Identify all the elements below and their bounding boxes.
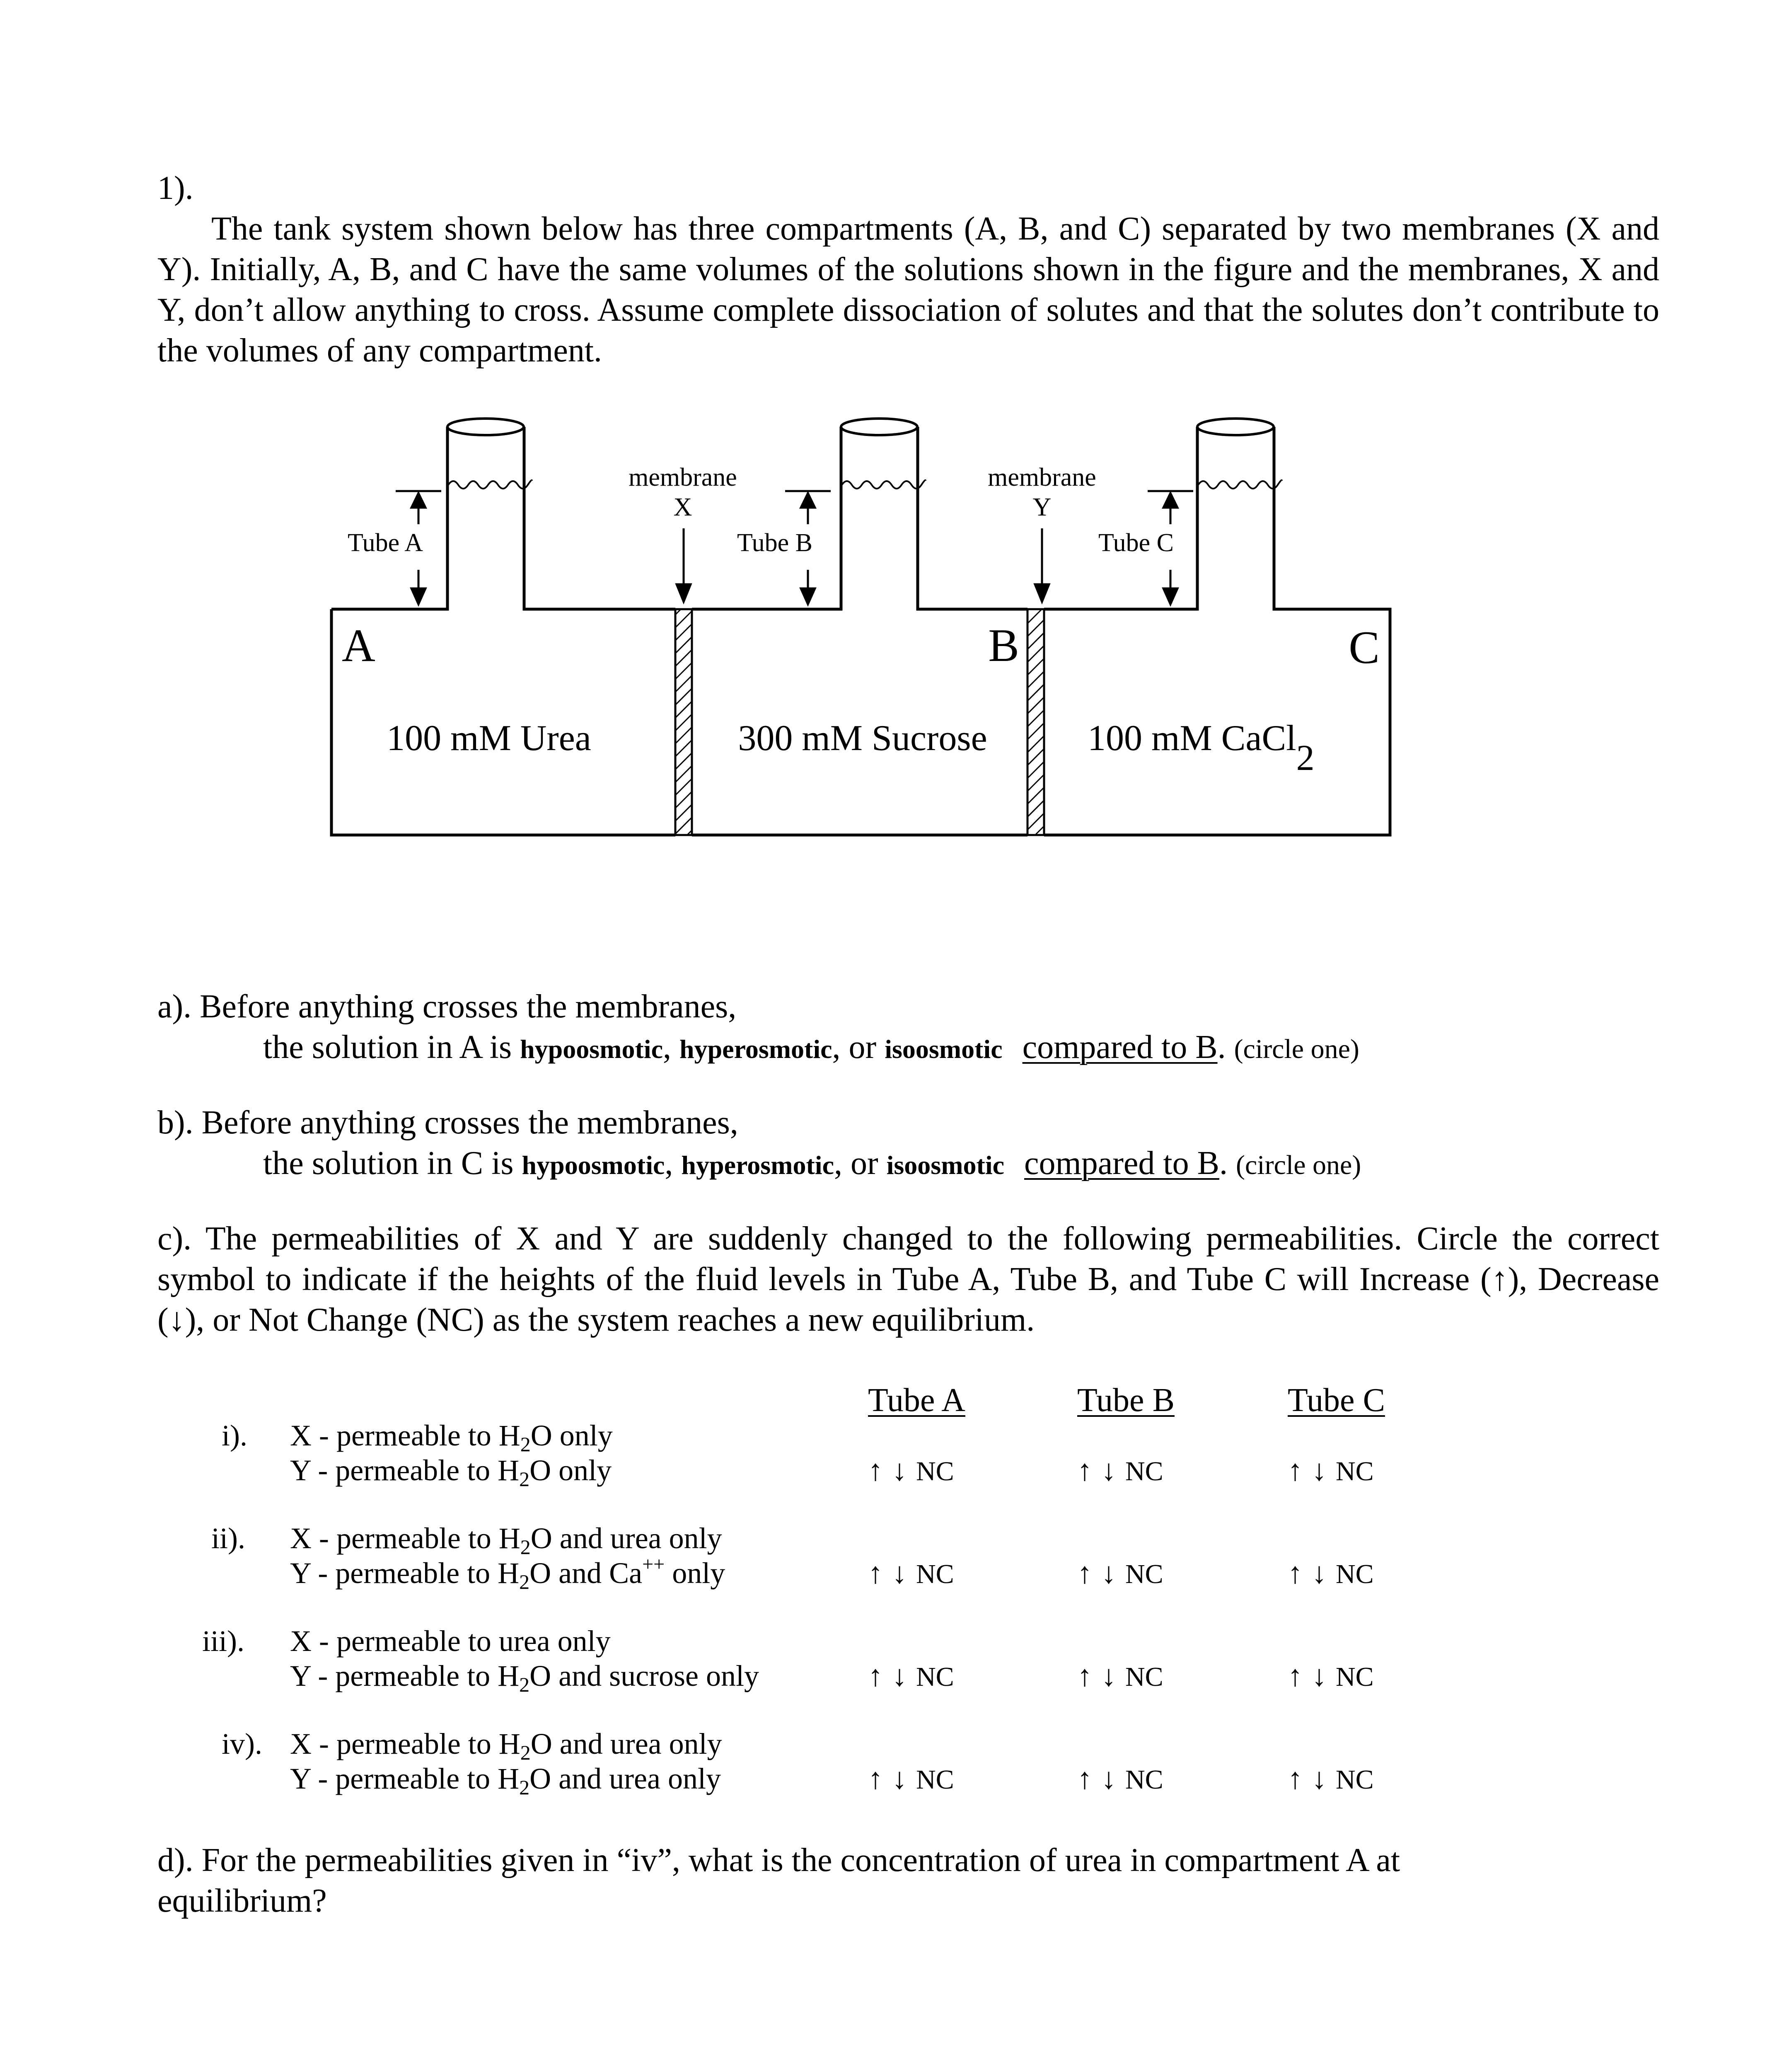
part-b-option-hypoosmotic[interactable]: hypoosmotic [522,1150,665,1180]
row-4-y-sub: 2 [519,1776,530,1799]
tube-b-top [841,419,917,435]
row-4-tube-c-nc[interactable]: NC [1336,1765,1374,1795]
solution-c-label [1088,718,1315,778]
row-2-tube-c-nc[interactable]: NC [1336,1559,1374,1589]
row-4-label: iv). [222,1727,262,1760]
row-1-y [290,1453,612,1491]
row-2-tube-a-nc[interactable]: NC [916,1559,954,1589]
row-4-tube-c-down[interactable]: ↓ [1312,1762,1327,1795]
part-a-instruction: (circle one) [1234,1034,1359,1064]
row-1-tube-a-down[interactable]: ↓ [892,1454,907,1487]
tube-c-fluid [1198,480,1282,489]
row-1-x-text: X - permeable to H [290,1419,520,1452]
row-3-x: X - permeable to urea only [290,1624,611,1658]
row-2-y-sup: ++ [642,1553,665,1575]
tube-a-label: Tube A [347,529,423,557]
row-3-y [290,1658,759,1696]
row-3-y-sub: 2 [519,1673,530,1696]
membrane-y [1027,609,1044,835]
row-4-tube-b-nc[interactable]: NC [1125,1765,1163,1795]
row-1-label: i). [222,1419,247,1452]
row-3-tube-a-nc[interactable]: NC [916,1662,954,1692]
row-2-tube-a-choices [868,1556,954,1592]
row-1-tube-a-nc[interactable]: NC [916,1456,954,1486]
membrane-y-arrow [1035,528,1049,602]
header-tube-b: Tube B [1077,1382,1175,1418]
row-1-tube-c-down[interactable]: ↓ [1312,1454,1327,1487]
row-3-tube-c-up[interactable]: ↑ [1288,1659,1303,1692]
compartment-b-label: B [988,620,1019,671]
intro-sentence-3: Assume complete dissociation of solutes and that the solutes don’t contribute to the volumes of any compartment. [157,292,1660,369]
part-b-sep-2: , or [834,1145,878,1181]
row-4-y-rest: O and urea only [529,1762,721,1795]
tube-b-label: Tube B [737,529,813,557]
row-4-y [290,1761,721,1799]
row-3-tube-c-choices [1288,1658,1374,1694]
row-4-x-rest: O and urea only [530,1727,722,1760]
row-4-tube-c-up[interactable]: ↑ [1288,1762,1303,1795]
row-2-tube-c-up[interactable]: ↑ [1288,1556,1303,1590]
part-a-option-hypoosmotic[interactable]: hypoosmotic [520,1034,663,1064]
row-1-tube-a-up[interactable]: ↑ [868,1454,883,1487]
row-2-tube-a-up[interactable]: ↑ [868,1556,883,1590]
row-3-tube-b-nc[interactable]: NC [1125,1662,1163,1692]
question-number: 1). [157,170,193,206]
row-1-x-sub: 2 [520,1433,531,1456]
row-3-y-text: Y - permeable to H [290,1659,520,1692]
row-3-tube-a-choices [868,1658,954,1694]
row-1-tube-c-nc[interactable]: NC [1336,1456,1374,1486]
row-4-tube-a-down[interactable]: ↓ [892,1762,907,1795]
row-1-y-rest: O only [529,1454,612,1487]
row-2-y-sub: 2 [519,1570,530,1593]
row-2-x-sub: 2 [520,1535,531,1559]
row-2-tube-b-down[interactable]: ↓ [1101,1556,1116,1590]
row-4-tube-a-nc[interactable]: NC [916,1765,954,1795]
row-3-tube-b-choices [1077,1658,1163,1694]
solution-a-label: 100 mM Urea [387,718,591,758]
row-3-tube-c-down[interactable]: ↓ [1312,1659,1327,1692]
tube-a-top [447,419,524,435]
row-3-tube-a-down[interactable]: ↓ [892,1659,907,1692]
row-4-tube-a-up[interactable]: ↑ [868,1762,883,1795]
solution-c-subscript: 2 [1296,738,1315,778]
part-a-compare: compared to B [1022,1029,1218,1065]
part-b-prefix: the solution in C is [263,1145,514,1181]
part-a-option-hyperosmotic[interactable]: hyperosmotic [679,1034,832,1064]
header-tube-a: Tube A [868,1382,965,1418]
intro-sentence-1: The tank system shown below has three compartments (A, B, and C) separated by two membranes (X and Y). [157,211,1659,288]
row-4-tube-a-choices [868,1761,954,1797]
part-b-lead: b). Before anything crosses the membranes, [157,1104,738,1141]
row-1-tube-c-choices [1288,1453,1374,1489]
part-a-question [263,1027,1359,1070]
part-b-instruction: (circle one) [1236,1150,1361,1180]
header-tube-c: Tube C [1288,1382,1385,1418]
part-b-period: . [1219,1145,1228,1181]
row-3-tube-a-up[interactable]: ↑ [868,1659,883,1692]
row-2-y-rest: O and Ca [529,1556,643,1590]
row-4-x [290,1726,722,1764]
row-3-tube-b-down[interactable]: ↓ [1101,1659,1116,1692]
compartment-c-label: C [1349,622,1380,673]
row-2-tube-c-choices [1288,1556,1374,1592]
row-2-x-text: X - permeable to H [290,1522,520,1555]
row-4-tube-b-up[interactable]: ↑ [1077,1762,1092,1795]
row-4-tube-c-choices [1288,1761,1374,1797]
tube-c-top [1197,419,1274,435]
row-1-y-text: Y - permeable to H [290,1454,520,1487]
part-a-lead: a). Before anything crosses the membranes, [157,988,737,1025]
row-3-tube-c-nc[interactable]: NC [1336,1662,1374,1692]
row-2-tube-c-down[interactable]: ↓ [1312,1556,1327,1590]
intro-sentence-2: Initially, A, B, and C have the same volumes of the solutions shown in the figure and the membranes, X and Y, don’t allow anything to cross. [157,251,1659,328]
row-1-tube-b-nc[interactable]: NC [1125,1456,1163,1486]
row-1-x-rest: O only [530,1419,613,1452]
tube-c-label: Tube C [1098,529,1174,557]
row-2-tube-b-nc[interactable]: NC [1125,1559,1163,1589]
tank-diagram [0,0,1789,912]
row-1-x [290,1418,613,1456]
row-2-tube-b-choices [1077,1556,1163,1592]
row-4-tube-b-down[interactable]: ↓ [1101,1762,1116,1795]
row-1-tube-b-choices [1077,1453,1163,1489]
part-a-sep-1: , [662,1029,671,1065]
membrane-y-word: membrane [988,463,1096,491]
membrane-y-letter: Y [1032,493,1052,521]
part-a-period: . [1217,1029,1226,1065]
membrane-x-arrow [677,528,691,602]
part-b-sep-1: , [665,1145,673,1181]
part-a-option-isoosmotic[interactable]: isoosmotic [885,1034,1003,1064]
part-b-question [263,1143,1361,1186]
row-1-tube-b-up[interactable]: ↑ [1077,1454,1092,1487]
row-4-tube-b-choices [1077,1761,1163,1797]
part-d-text: d). For the permeabilities given in “iv”, what is the concentration of urea in compartment A at equilibrium? [157,1842,1400,1919]
row-4-x-text: X - permeable to H [290,1727,520,1760]
row-3-tube-b-up[interactable]: ↑ [1077,1659,1092,1692]
row-2-tube-a-down[interactable]: ↓ [892,1556,907,1590]
solution-b-label: 300 mM Sucrose [738,718,987,758]
tube-b-fluid [842,480,926,489]
tube-a-fluid [448,480,532,489]
row-2-x-rest: O and urea only [530,1522,722,1555]
row-2-x [290,1521,722,1559]
row-4-x-sub: 2 [520,1741,531,1764]
row-1-tube-b-down[interactable]: ↓ [1101,1454,1116,1487]
membrane-x [675,609,692,835]
part-c-text: c). The permeabilities of X and Y are suddenly changed to the following permeabilities. Circle the correct symbol to indicate if the heights of the fluid levels in Tube A, Tube B, and Tube C will Increase (↑), Decrease (↓), or Not Change (NC) as the system reaches a new equilibrium. [157,1220,1659,1338]
solution-c-main: 100 mM CaCl [1088,718,1296,758]
row-2-tube-b-up[interactable]: ↑ [1077,1556,1092,1590]
part-a-prefix: the solution in A is [263,1029,512,1065]
membrane-x-letter: X [673,493,692,521]
row-2-y-tail: only [665,1556,725,1590]
row-1-tube-a-choices [868,1453,954,1489]
row-1-tube-c-up[interactable]: ↑ [1288,1454,1303,1487]
row-3-label: iii). [202,1624,244,1658]
row-4-y-text: Y - permeable to H [290,1762,520,1795]
row-2-y-text: Y - permeable to H [290,1556,520,1590]
row-2-y [290,1553,725,1593]
row-3-y-rest: O and sucrose only [529,1659,759,1692]
row-2-label: ii). [211,1522,245,1555]
part-b-compare: compared to B [1024,1145,1219,1181]
part-a-sep-2: , or [832,1029,877,1065]
compartment-a-label: A [342,620,375,671]
membrane-x-word: membrane [629,463,737,491]
part-b-option-isoosmotic[interactable]: isoosmotic [886,1150,1005,1180]
part-b-option-hyperosmotic[interactable]: hyperosmotic [681,1150,834,1180]
row-1-y-sub: 2 [519,1467,530,1491]
